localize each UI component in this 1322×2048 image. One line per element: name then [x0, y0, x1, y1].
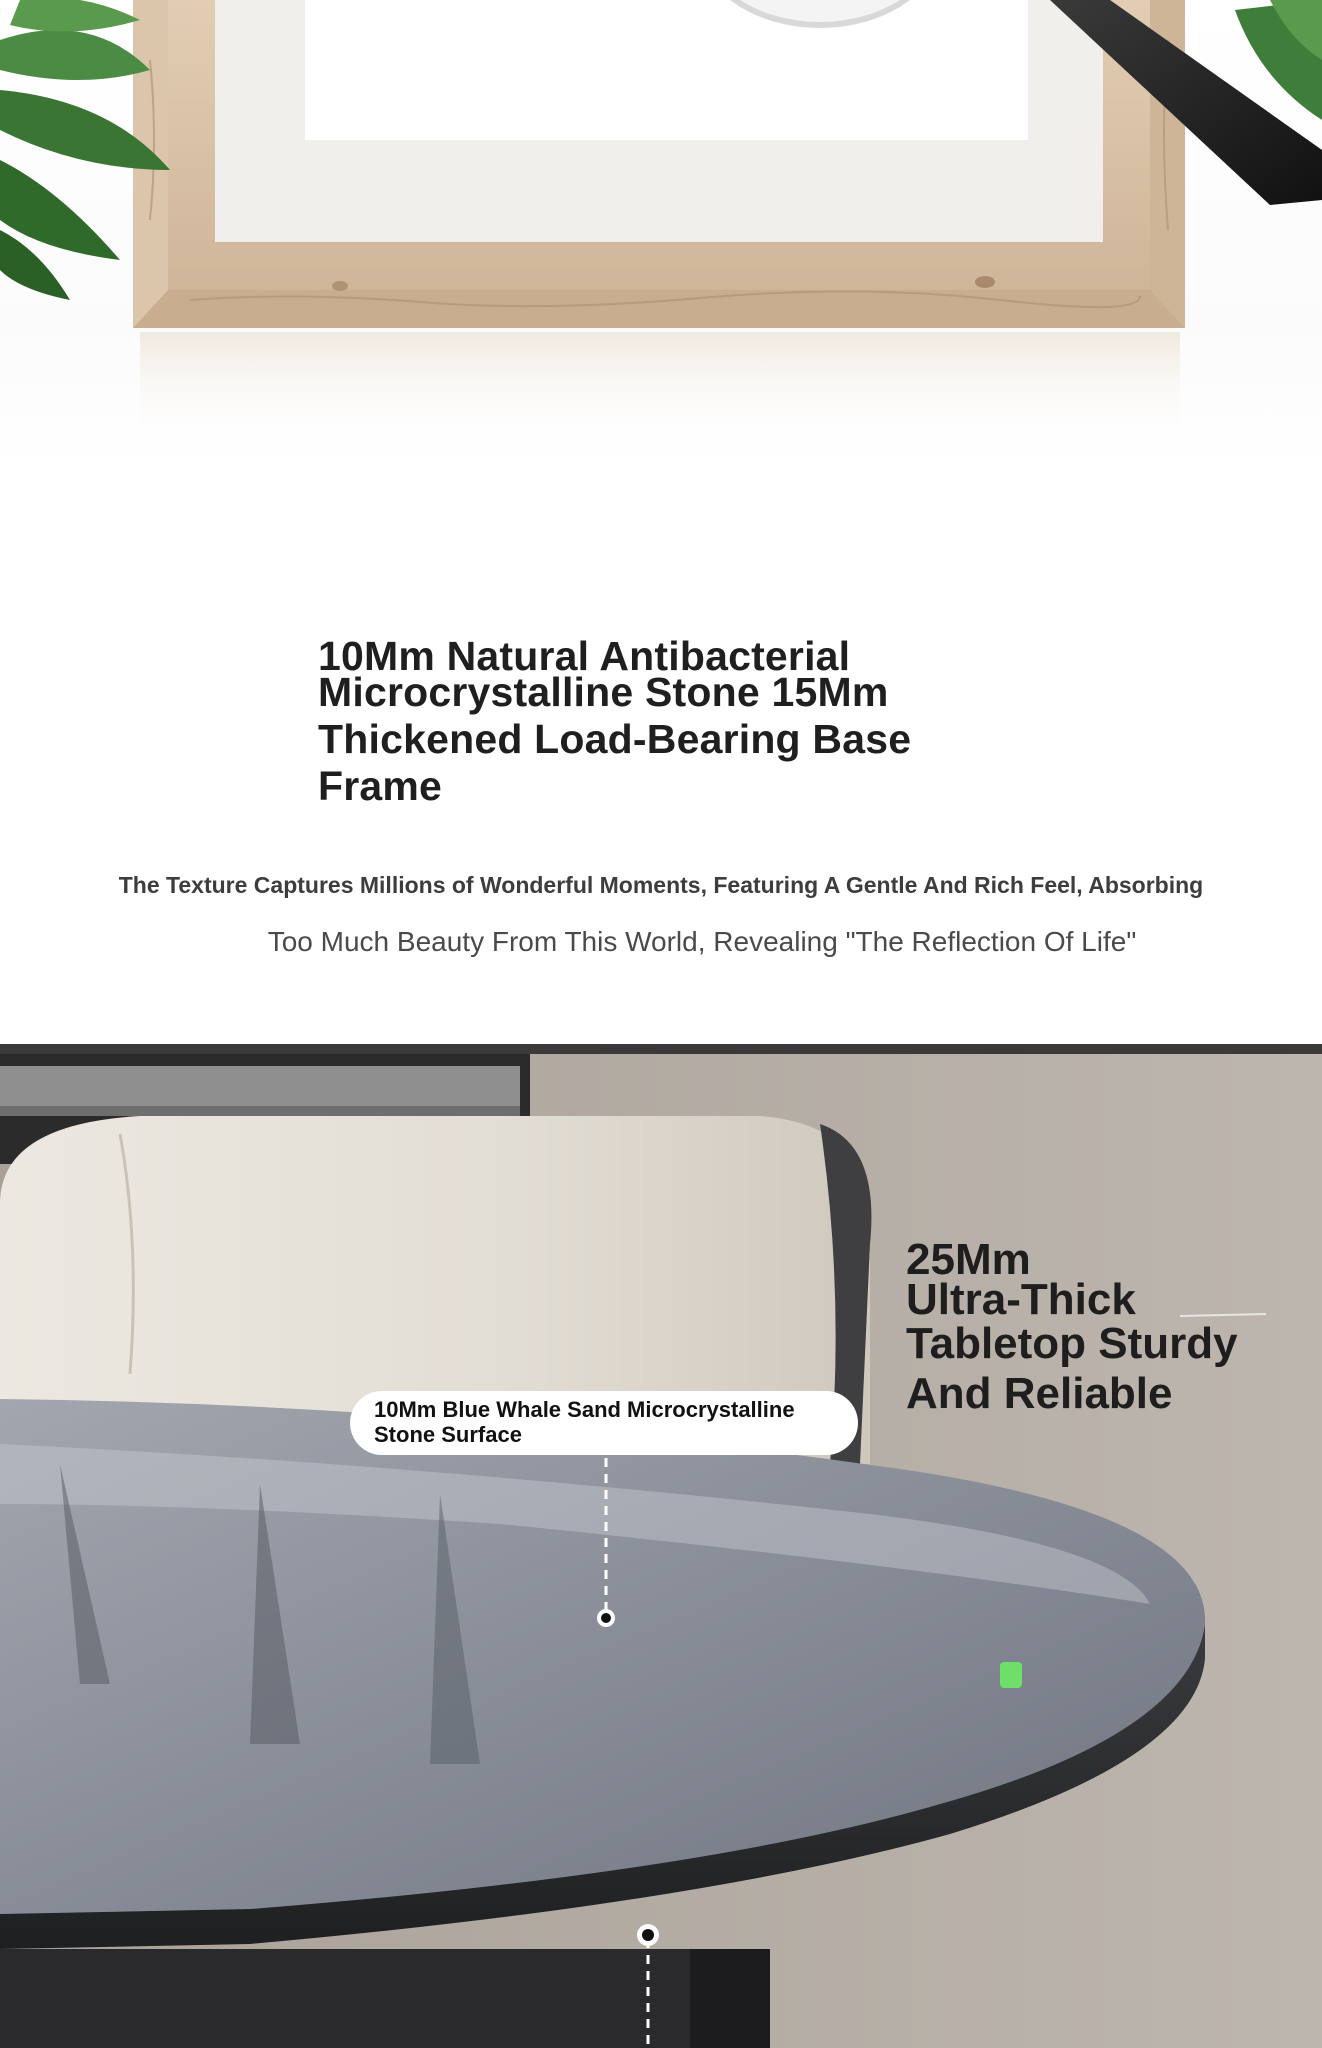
feature-title-line-2: Microcrystalline Stone 15Mm	[318, 669, 889, 715]
surface-callout-line-1: 10Mm Blue Whale Sand Microcrystalline	[374, 1397, 795, 1422]
tabletop-heading-line-4: And Reliable	[906, 1369, 1173, 1418]
feature-title-line-1: 10Mm Natural Antibacterial	[318, 633, 851, 679]
frame-picture	[305, 0, 1028, 140]
cabinet-panel	[0, 1066, 520, 1106]
feature-title-line-3: Thickened Load-Bearing Base	[318, 716, 912, 762]
table-base-shade	[690, 1949, 770, 2048]
dining-table-illustration	[0, 1044, 1322, 2048]
surface-callout-line-2: Stone Surface	[374, 1421, 522, 1447]
feature-title	[318, 633, 1038, 809]
tabletop-heading-line-2: Ultra-Thick	[906, 1275, 1136, 1324]
cabinet-panel-shade	[0, 1106, 520, 1116]
wood-knot	[332, 281, 348, 291]
frame-reflection	[140, 332, 1180, 442]
feature-title-line-4: Frame	[318, 763, 443, 809]
wood-knot	[975, 276, 995, 288]
feature-description-line-1: The Texture Captures Millions of Wonderful Moments, Featuring A Gentle And Rich Feel, Absorbing	[118, 872, 1204, 898]
hero-image	[0, 0, 1322, 470]
product-photo	[0, 1044, 1322, 2048]
tabletop-thickness-heading	[906, 1235, 1306, 1418]
tabletop-heading-line-1: 25Mm	[906, 1235, 1031, 1284]
green-light	[1000, 1662, 1022, 1688]
callout-pointer-dot-core	[601, 1613, 611, 1623]
feature-description-line-2: Too Much Beauty From This World, Revealing "The Reflection Of Life"	[267, 926, 1137, 957]
ceiling-strip	[0, 1044, 1322, 1054]
tabletop-heading-line-3: Tabletop Sturdy	[906, 1319, 1238, 1368]
surface-callout-label	[350, 1391, 858, 1455]
framed-picture-illustration	[0, 0, 1322, 470]
table-base	[0, 1949, 760, 2048]
base-pointer-dot-core	[642, 1929, 654, 1941]
